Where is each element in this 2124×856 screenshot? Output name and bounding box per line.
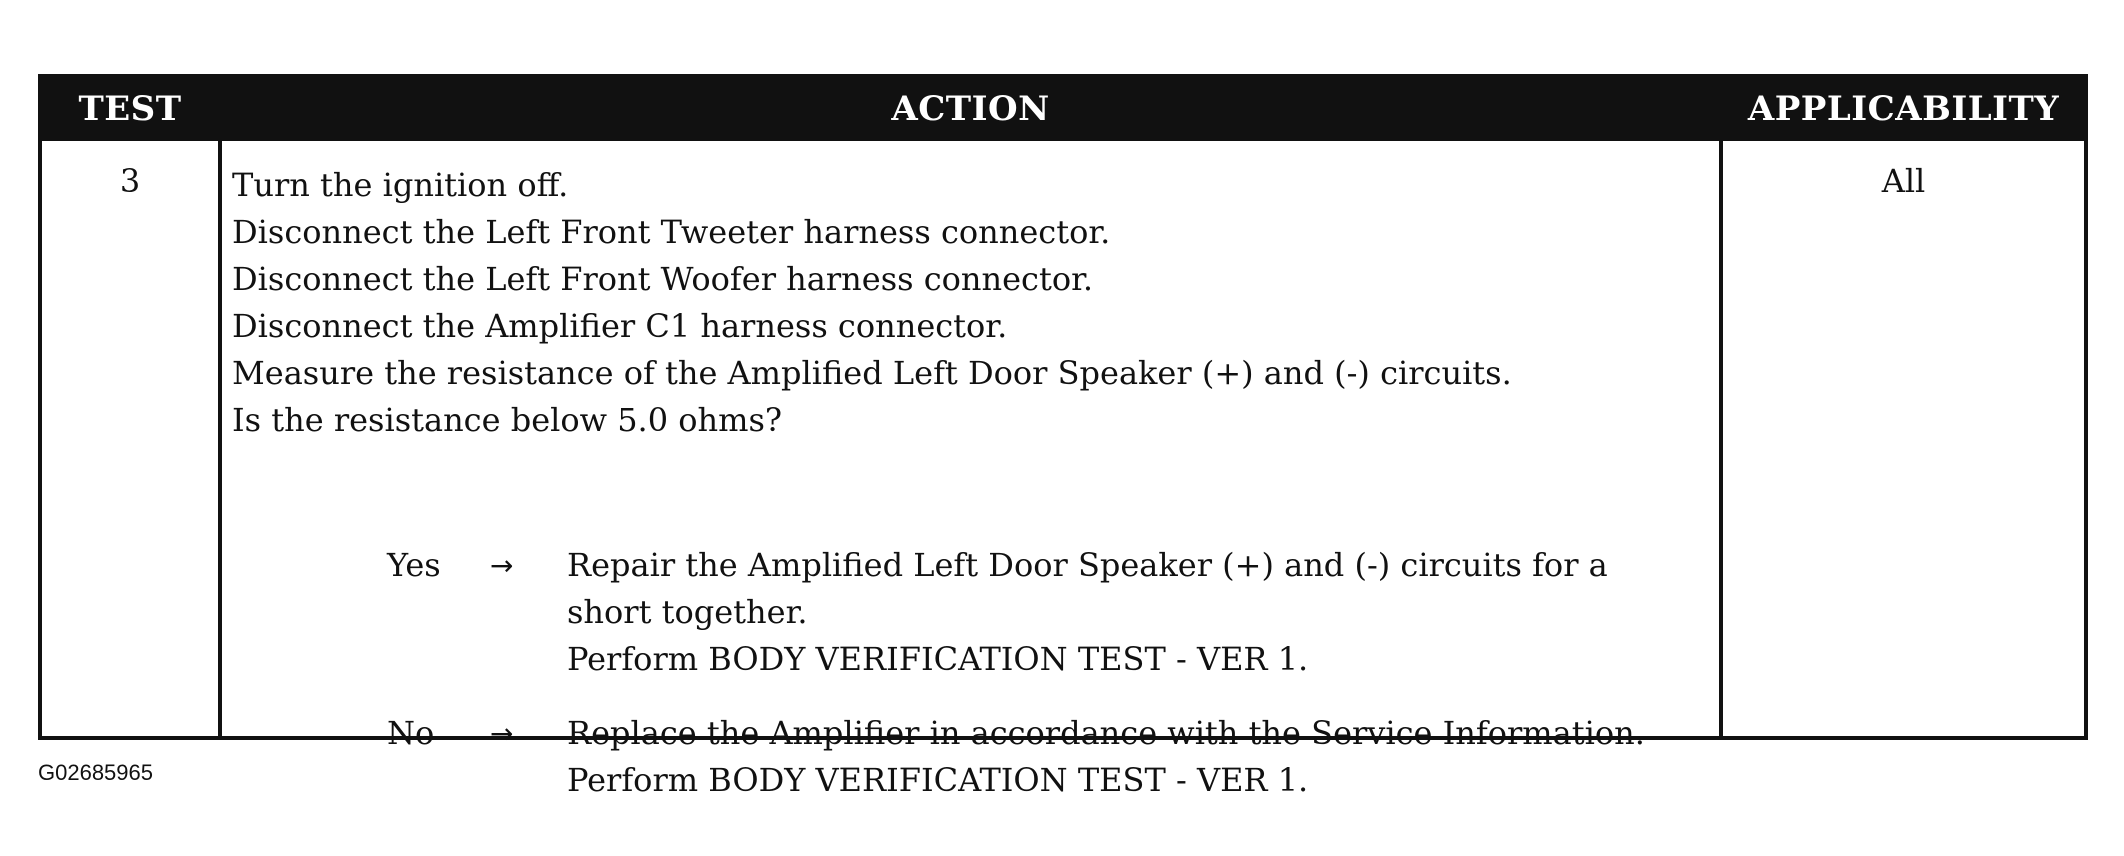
outcome-line: short together. — [567, 593, 808, 631]
action-steps-list — [232, 162, 1712, 444]
outcome-yes-label: Yes — [387, 546, 441, 584]
test-number: 3 — [119, 162, 141, 200]
outcome-no-label: No — [387, 714, 435, 752]
action-step: Disconnect the Left Front Woofer harness connector. — [232, 260, 1094, 298]
outcome-yes-text — [567, 542, 1707, 683]
arrow-right-icon: → — [490, 717, 514, 750]
outcome-line: Repair the Amplified Left Door Speaker (+) and (-) circuits for a — [567, 546, 1608, 584]
action-step: Measure the resistance of the Amplified Left Door Speaker (+) and (-) circuits. — [232, 354, 1512, 392]
figure-id: G02685965 — [38, 760, 153, 785]
outcome-line: Perform BODY VERIFICATION TEST - VER 1. — [567, 640, 1309, 678]
action-step: Disconnect the Amplifier C1 harness connector. — [232, 307, 1008, 345]
applicability-value: All — [1881, 162, 1926, 200]
outcome-line: Perform BODY VERIFICATION TEST - VER 1. — [567, 761, 1309, 799]
header-test: TEST — [78, 89, 182, 129]
table-header-row — [42, 78, 2084, 141]
header-action: ACTION — [891, 89, 1050, 129]
action-step: Is the resistance below 5.0 ohms? — [232, 401, 783, 439]
outcome-line: Replace the Amplifier in accordance with the Service Information. — [567, 714, 1645, 752]
outcome-no-text — [567, 710, 1707, 804]
column-divider — [218, 141, 222, 736]
action-step: Disconnect the Left Front Tweeter harness connector. — [232, 213, 1111, 251]
header-applicability: APPLICABILITY — [1747, 89, 2060, 129]
column-divider — [1719, 141, 1723, 736]
arrow-right-icon: → — [490, 549, 514, 582]
action-step: Turn the ignition off. — [232, 166, 569, 204]
